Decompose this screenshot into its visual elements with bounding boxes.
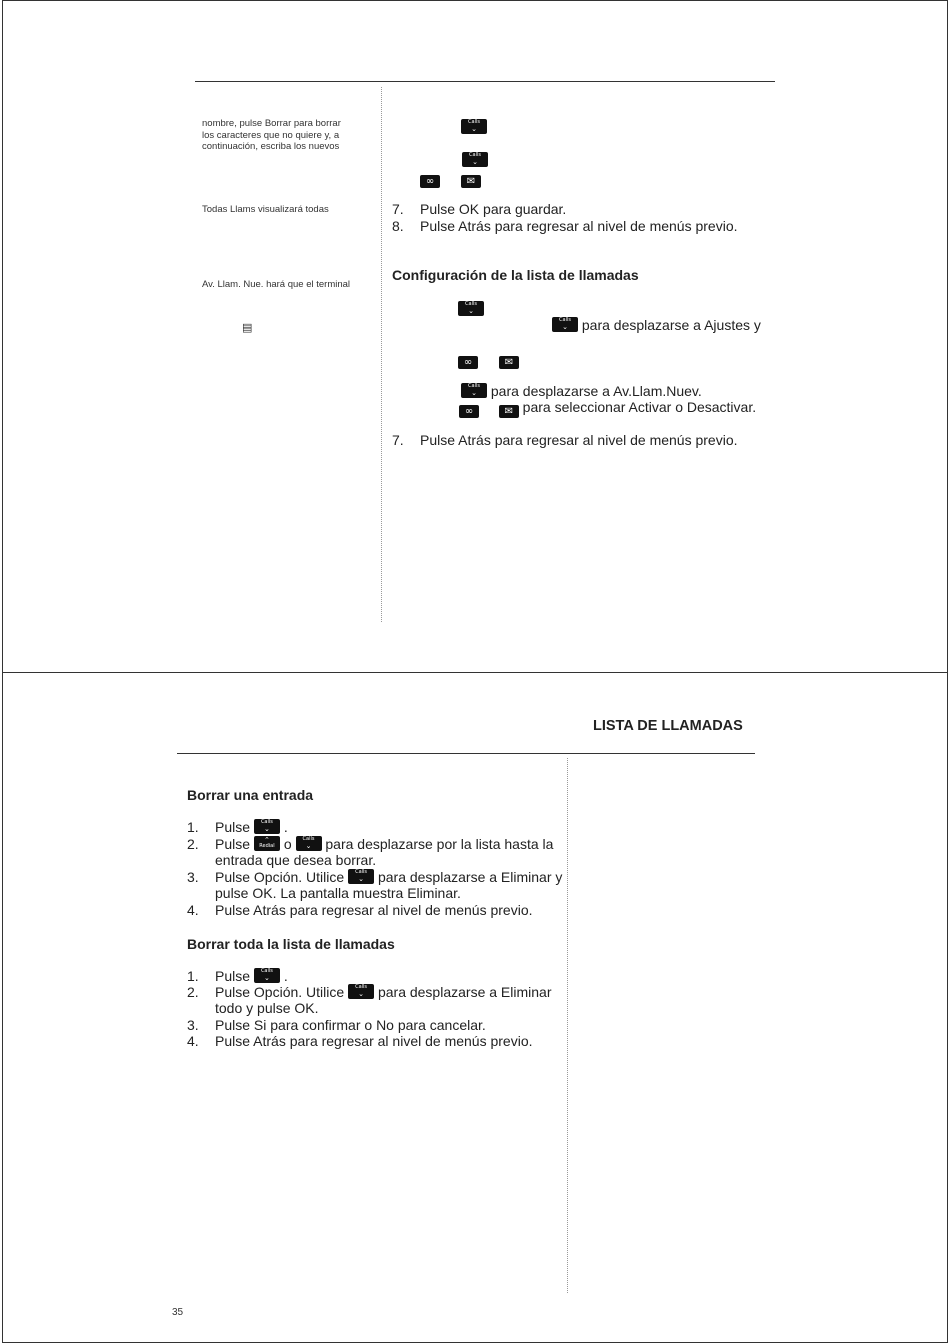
top-step-8: 8. Pulse Atrás para regresar al nivel de menús previo. (392, 218, 738, 234)
toda-step-2-cont: todo y pulse OK. (215, 1000, 319, 1016)
phonebook-key-icon: ∞ (420, 175, 440, 188)
bottom-column-divider (567, 758, 568, 1293)
config-line-activar: ∞ ✉ para seleccionar Activar o Desactivar. (459, 399, 756, 418)
top-page-frame (2, 0, 948, 673)
top-left-note-1: nombre, pulse Borrar para borrar los caracteres que no quiere y, a continuación, escriba los nuevos (202, 118, 341, 152)
toda-step-4: 4. Pulse Atrás para regresar al nivel de menús previo. (187, 1033, 533, 1049)
menu-key-icon: ▤ (242, 321, 253, 334)
calls-key-icon: Calls ⌄ (461, 383, 487, 398)
top-left-note-3: Av. Llam. Nue. hará que el terminal (202, 279, 351, 290)
calls-key-icon: Calls ⌄ (461, 119, 487, 134)
entrada-step-2: 2. Pulse ⌃ Redial o Calls ⌄ para desplazarse por la lista hasta la (187, 836, 554, 852)
calls-key-icon: Calls ⌄ (458, 301, 484, 316)
page-number: 35 (172, 1307, 184, 1318)
bottom-header-rule (177, 753, 755, 754)
top-step-7: 7. Pulse OK para guardar. (392, 201, 567, 217)
top-keys-row-3 (420, 169, 481, 188)
calls-key-icon: Calls ⌄ (254, 819, 280, 834)
config-key-row-3 (458, 350, 519, 369)
calls-key-icon: Calls ⌄ (296, 836, 322, 851)
toda-step-1: 1. Pulse Calls ⌄ . (187, 968, 288, 984)
message-key-icon: ✉ (499, 405, 519, 418)
borrar-toda-heading: Borrar toda la lista de llamadas (187, 936, 395, 952)
toda-step-3: 3. Pulse Si para confirmar o No para cancelar. (187, 1017, 486, 1033)
bottom-page-frame (2, 672, 948, 1343)
section-title: LISTA DE LLAMADAS (593, 718, 743, 734)
top-keys-row-1 (461, 119, 487, 137)
calls-key-icon: Calls ⌄ (462, 152, 488, 167)
toda-step-2: 2. Pulse Opción. Utilice Calls ⌄ para desplazarse a Eliminar (187, 984, 552, 1000)
top-column-divider (381, 87, 382, 622)
redial-key-icon: ⌃ Redial (254, 836, 280, 851)
calls-key-icon: Calls ⌄ (348, 869, 374, 884)
message-key-icon: ✉ (461, 175, 481, 188)
config-key-row-1 (458, 301, 484, 319)
phonebook-key-icon: ∞ (459, 405, 479, 418)
message-key-icon: ✉ (499, 356, 519, 369)
entrada-step-2-cont: entrada que desea borrar. (215, 852, 377, 868)
top-header-rule (195, 81, 775, 82)
calls-key-icon: Calls ⌄ (348, 984, 374, 999)
calls-key-icon: Calls ⌄ (552, 317, 578, 332)
config-line-ajustes: Calls ⌄ para desplazarse a Ajustes y (552, 317, 761, 334)
entrada-step-1: 1. Pulse Calls ⌄ . (187, 819, 288, 835)
entrada-step-4: 4. Pulse Atrás para regresar al nivel de menús previo. (187, 902, 533, 918)
config-step-7: 7. Pulse Atrás para regresar al nivel de menús previo. (392, 432, 738, 448)
top-left-note-2: Todas Llams visualizará todas (202, 204, 329, 215)
borrar-entrada-heading: Borrar una entrada (187, 787, 314, 803)
config-line-avllam: Calls ⌄ para desplazarse a Av.Llam.Nuev. (461, 383, 702, 400)
entrada-step-3: 3. Pulse Opción. Utilice Calls ⌄ para desplazarse a Eliminar y (187, 869, 563, 885)
entrada-step-3-cont: pulse OK. La pantalla muestra Eliminar. (215, 885, 461, 901)
phonebook-key-icon: ∞ (458, 356, 478, 369)
config-heading: Configuración de la lista de llamadas (392, 267, 639, 283)
calls-key-icon: Calls ⌄ (254, 968, 280, 983)
top-keys-row-2 (462, 152, 488, 170)
